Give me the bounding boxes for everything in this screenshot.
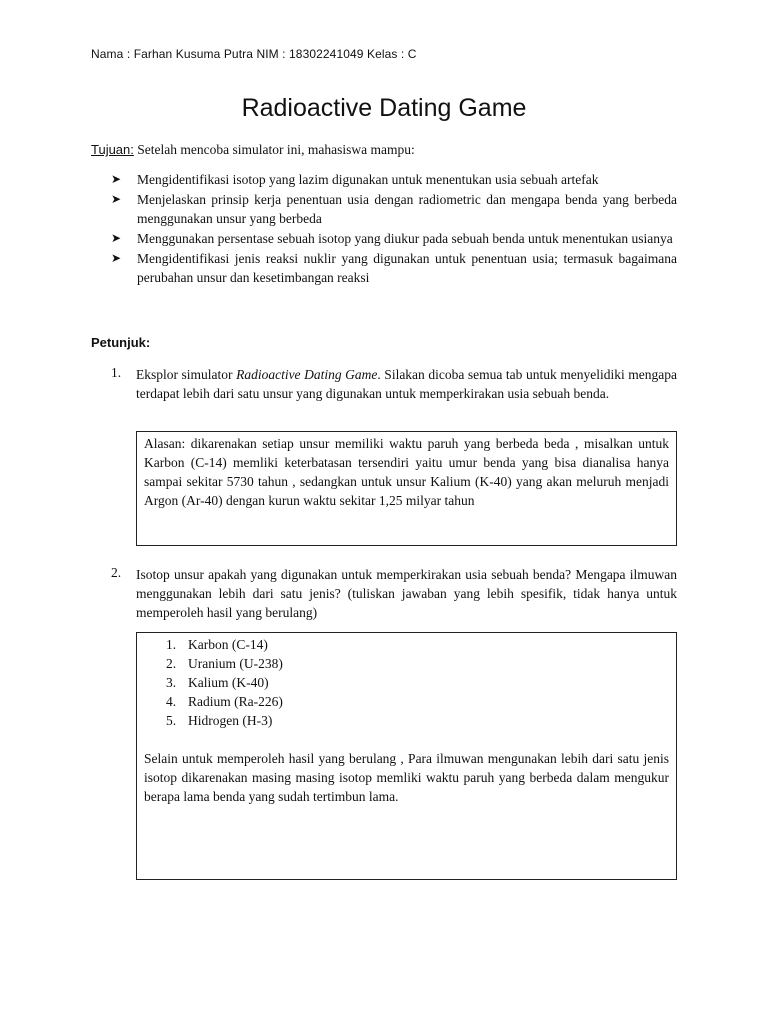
answer-paragraph: Selain untuk memperoleh hasil yang berulang , Para ilmuwan mengunakan lebih dari satu jenis isotop dikarenakan masing masing isotop memliki waktu paruh yang berbeda dalam mengukur berapa lama benda yang sudah tertimbun lama. — [144, 751, 669, 804]
answer-content — [137, 633, 676, 806]
question-text — [136, 365, 677, 403]
arrow-bullet-icon: ➤ — [111, 251, 122, 265]
isotope-item — [144, 635, 669, 654]
arrow-bullet-icon: ➤ — [111, 192, 122, 206]
objectives-list — [0, 170, 768, 288]
isotope-item — [144, 654, 669, 673]
isotope-item — [144, 673, 669, 692]
answer-text: Alasan: dikarenakan setiap unsur memiliki waktu paruh yang berbeda beda , misalkan untuk Karbon (C-14) memliki keterbatasan tersendiri yaitu umur benda yang bisa dianalisa hanya sampai sekitar 5730 tahun , sedangkan untuk unsur Kalium (K-40) yang akan meluruh menjadi Argon (Ar-40) dengan kurun waktu sekitar 1,25 milyar tahun — [144, 436, 669, 508]
objective-text: Mengidentifikasi jenis reaksi nuklir yang digunakan untuk penentuan usia; termasuk bagaimana perubahan unsur dan kesetimbangan reaksi — [137, 251, 677, 285]
isotope-number: 2. — [166, 656, 177, 671]
isotope-number: 1. — [166, 637, 177, 652]
isotope-item — [144, 692, 669, 711]
objective-text: Mengidentifikasi isotop yang lazim digunakan untuk menentukan usia sebuah artefak — [137, 172, 599, 187]
petunjuk-heading: Petunjuk: — [91, 335, 151, 350]
question-text-start: Eksplor simulator — [136, 367, 237, 382]
objective-item — [0, 170, 768, 189]
isotope-label: Uranium (U-238) — [188, 656, 283, 671]
objective-text: Menggunakan persentase sebuah isotop yang diukur pada sebuah benda untuk menentukan usianya — [137, 231, 673, 246]
isotope-label: Karbon (C-14) — [188, 637, 268, 652]
page-title: Radioactive Dating Game — [241, 94, 527, 122]
objective-item — [0, 249, 768, 287]
answer-box-1 — [136, 431, 677, 546]
objective-text: Menjelaskan prinsip kerja penentuan usia dengan radiometric dan mengapa benda yang berbeda menggunakan unsur yang berbeda — [137, 192, 677, 226]
question-1 — [0, 365, 768, 403]
answer-box-2 — [136, 632, 677, 880]
tujuan-label: Tujuan: — [91, 142, 134, 157]
tujuan-text: Setelah mencoba simulator ini, mahasiswa mampu: — [133, 142, 415, 157]
isotope-list — [144, 635, 669, 730]
question-2 — [0, 565, 768, 622]
isotope-item — [144, 711, 669, 730]
arrow-bullet-icon: ➤ — [111, 172, 122, 186]
question-number: 2. — [111, 565, 122, 580]
arrow-bullet-icon: ➤ — [111, 231, 122, 245]
isotope-label: Radium (Ra-226) — [188, 694, 283, 709]
isotope-number: 3. — [166, 675, 177, 690]
student-info: Nama : Farhan Kusuma Putra NIM : 18302241049 Kelas : C — [91, 47, 417, 61]
simulator-name: Radioactive Dating Game — [236, 367, 378, 382]
isotope-number: 4. — [166, 694, 177, 709]
question-text: Isotop unsur apakah yang digunakan untuk memperkirakan usia sebuah benda? Mengapa ilmuwan menggunakan lebih dari satu jenis? (tuliskan jawaban yang lebih spesifik, tidak hanya untuk memperoleh hasil yang berulang) — [136, 567, 677, 620]
isotope-label: Kalium (K-40) — [188, 675, 269, 690]
question-text-end: . Silakan dicoba semua tab untuk menyelidiki mengapa terdapat lebih dari satu unsur yang digunakan untuk memperkirakan usia sebuah benda. — [136, 367, 677, 401]
isotope-label: Hidrogen (H-3) — [188, 713, 273, 728]
objective-item — [0, 229, 768, 248]
objective-item — [0, 190, 768, 228]
tujuan-line — [91, 142, 415, 158]
question-number: 1. — [111, 365, 122, 380]
isotope-number: 5. — [166, 713, 177, 728]
